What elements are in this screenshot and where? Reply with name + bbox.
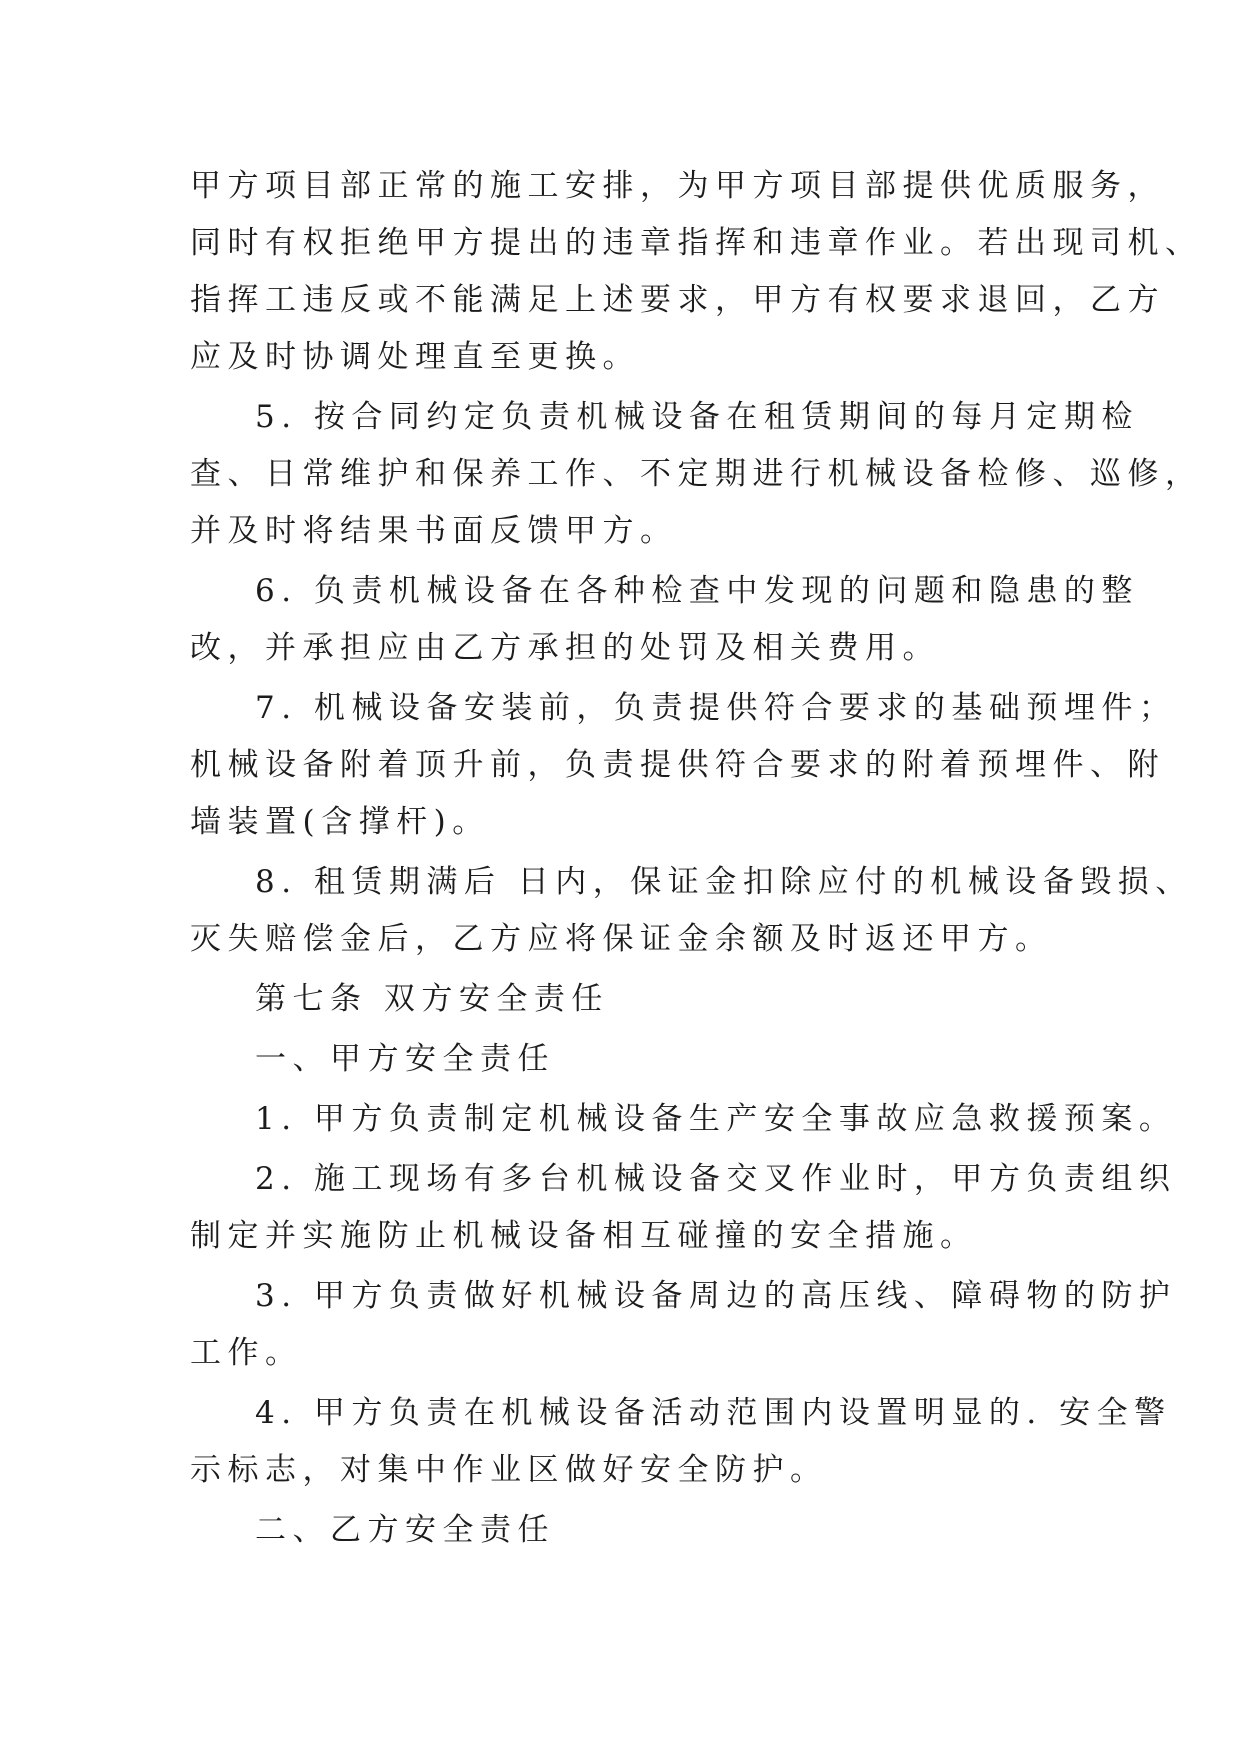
list-item-6: 6. 负责机械设备在各种检查中发现的问题和隐患的整	[255, 573, 1139, 609]
text-line: 并及时将结果书面反馈甲方。	[190, 513, 678, 549]
text-line: 指挥工违反或不能满足上述要求，甲方有权要求退回，乙方	[190, 282, 1165, 318]
list-item-4: 4. 甲方负责在机械设备活动范围内设置明显的. 安全警	[255, 1395, 1172, 1431]
section-heading: 一、甲方安全责任	[255, 1041, 555, 1077]
text-line: 甲方项目部正常的施工安排，为甲方项目部提供优质服务，	[190, 168, 1165, 204]
text-line: 灭失赔偿金后，乙方应将保证金余额及时返还甲方。	[190, 921, 1053, 957]
text-line: 工作。	[190, 1335, 303, 1371]
list-item-2: 2. 施工现场有多台机械设备交叉作业时，甲方负责组织	[255, 1161, 1177, 1197]
text-line: 改，并承担应由乙方承担的处罚及相关费用。	[190, 630, 940, 666]
text-line: 制定并实施防止机械设备相互碰撞的安全措施。	[190, 1218, 978, 1254]
text-line: 示标志，对集中作业区做好安全防护。	[190, 1452, 828, 1488]
article-heading: 第七条 双方安全责任	[255, 981, 609, 1017]
text-line: 应及时协调处理直至更换。	[190, 339, 640, 375]
text-line: 机械设备附着顶升前，负责提供符合要求的附着预埋件、附	[190, 747, 1165, 783]
list-item-1: 1. 甲方负责制定机械设备生产安全事故应急救援预案。	[255, 1101, 1177, 1137]
text-line: 墙装置(含撑杆)。	[190, 804, 490, 840]
list-item-5: 5. 按合同约定负责机械设备在租赁期间的每月定期检	[255, 399, 1139, 435]
list-item-7: 7. 机械设备安装前，负责提供符合要求的基础预埋件；	[255, 690, 1177, 726]
list-item-8: 8. 租赁期满后 日内，保证金扣除应付的机械设备毁损、	[255, 864, 1193, 900]
text-line: 同时有权拒绝甲方提出的违章指挥和违章作业。若出现司机、	[190, 225, 1203, 261]
list-item-3: 3. 甲方负责做好机械设备周边的高压线、障碍物的防护	[255, 1278, 1177, 1314]
text-line: 查、日常维护和保养工作、不定期进行机械设备检修、巡修，	[190, 456, 1203, 492]
section-heading: 二、乙方安全责任	[255, 1512, 555, 1548]
